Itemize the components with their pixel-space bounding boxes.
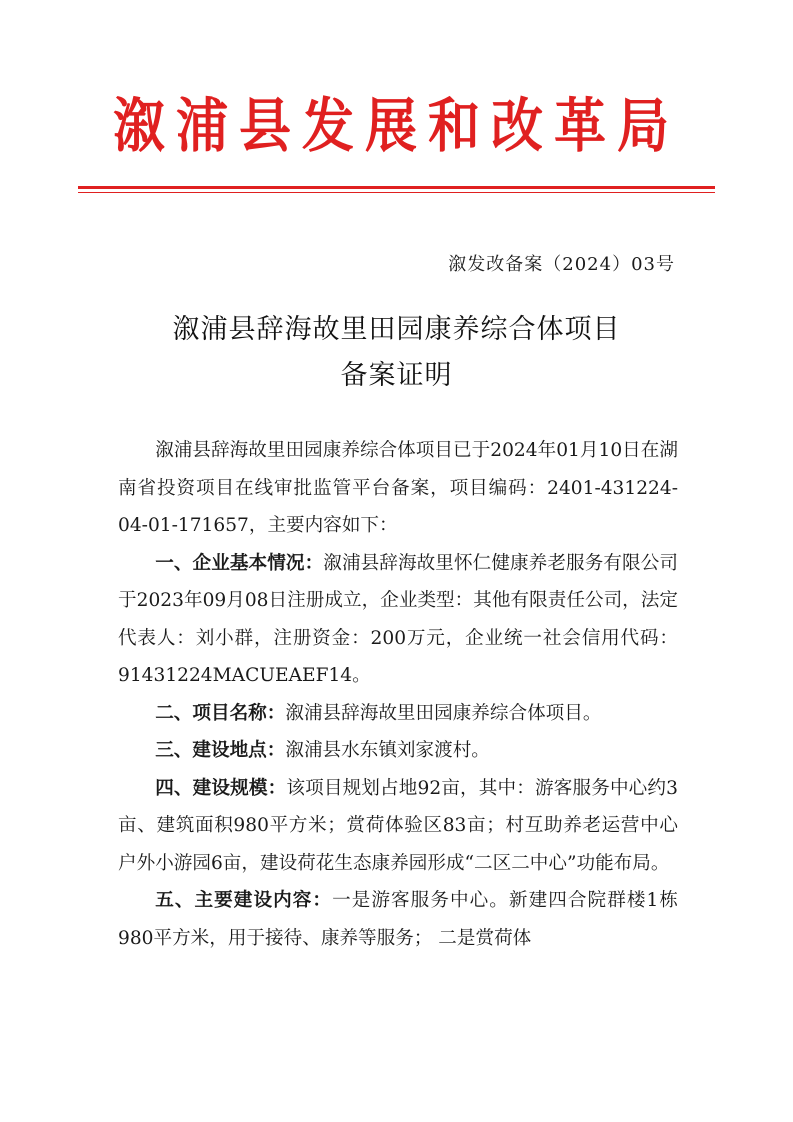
section-text: 溆浦县水东镇刘家渡村。 [285,740,490,761]
document-title-line1: 溆浦县辞海故里田园康养综合体项目 [172,314,621,345]
section-text: 溆浦县辞海故里怀仁健康养老服务有限公司于2023年09月08日注册成立，企业类型：其他有限责任公司，法定代表人：刘小群，注册资金：200万元，企业统一社会信用代码：91431224MACUEAEF14。 [118,552,678,686]
document-number: 溆发改备案（2024）03号 [448,254,675,275]
letterhead-divider-thick [78,186,715,189]
section-heading: 五、主要建设内容： [155,890,333,911]
document-title-line2: 备案证明 [340,360,453,391]
section-heading: 四、建设规模： [155,777,287,799]
section-paragraph [118,695,678,733]
section-paragraph [118,770,678,883]
section-heading: 一、企业基本情况： [155,552,324,574]
section-text: 一是游客服务中心。新建四合院群楼1栋980平方米，用于接待、康养等服务； 二是赏荷体 [118,890,678,949]
intro-paragraph: 溆浦县辞海故里田园康养综合体项目已于2024年01月10日在湖南省投资项目在线审批监管平台备案，项目编码：2401-431224-04-01-171657，主要内容如下： [118,440,678,536]
document-body [118,432,678,957]
section-paragraph [118,882,678,957]
letterhead-divider-thin [78,192,715,193]
section-text: 该项目规划占地92亩，其中：游客服务中心约3亩、建筑面积980平方米；赏荷体验区83亩；村互助养老运营中心户外小游园6亩，建设荷花生态康养园形成“二区二中心”功能布局。 [118,777,678,874]
section-paragraph [118,732,678,770]
section-text: 溆浦县辞海故里田园康养综合体项目。 [285,702,602,724]
agency-letterhead-title: 溆浦县发展和改革局 [112,93,680,161]
section-heading: 二、项目名称： [155,702,286,724]
section-heading: 三、建设地点： [155,740,286,761]
section-paragraph [118,545,678,695]
